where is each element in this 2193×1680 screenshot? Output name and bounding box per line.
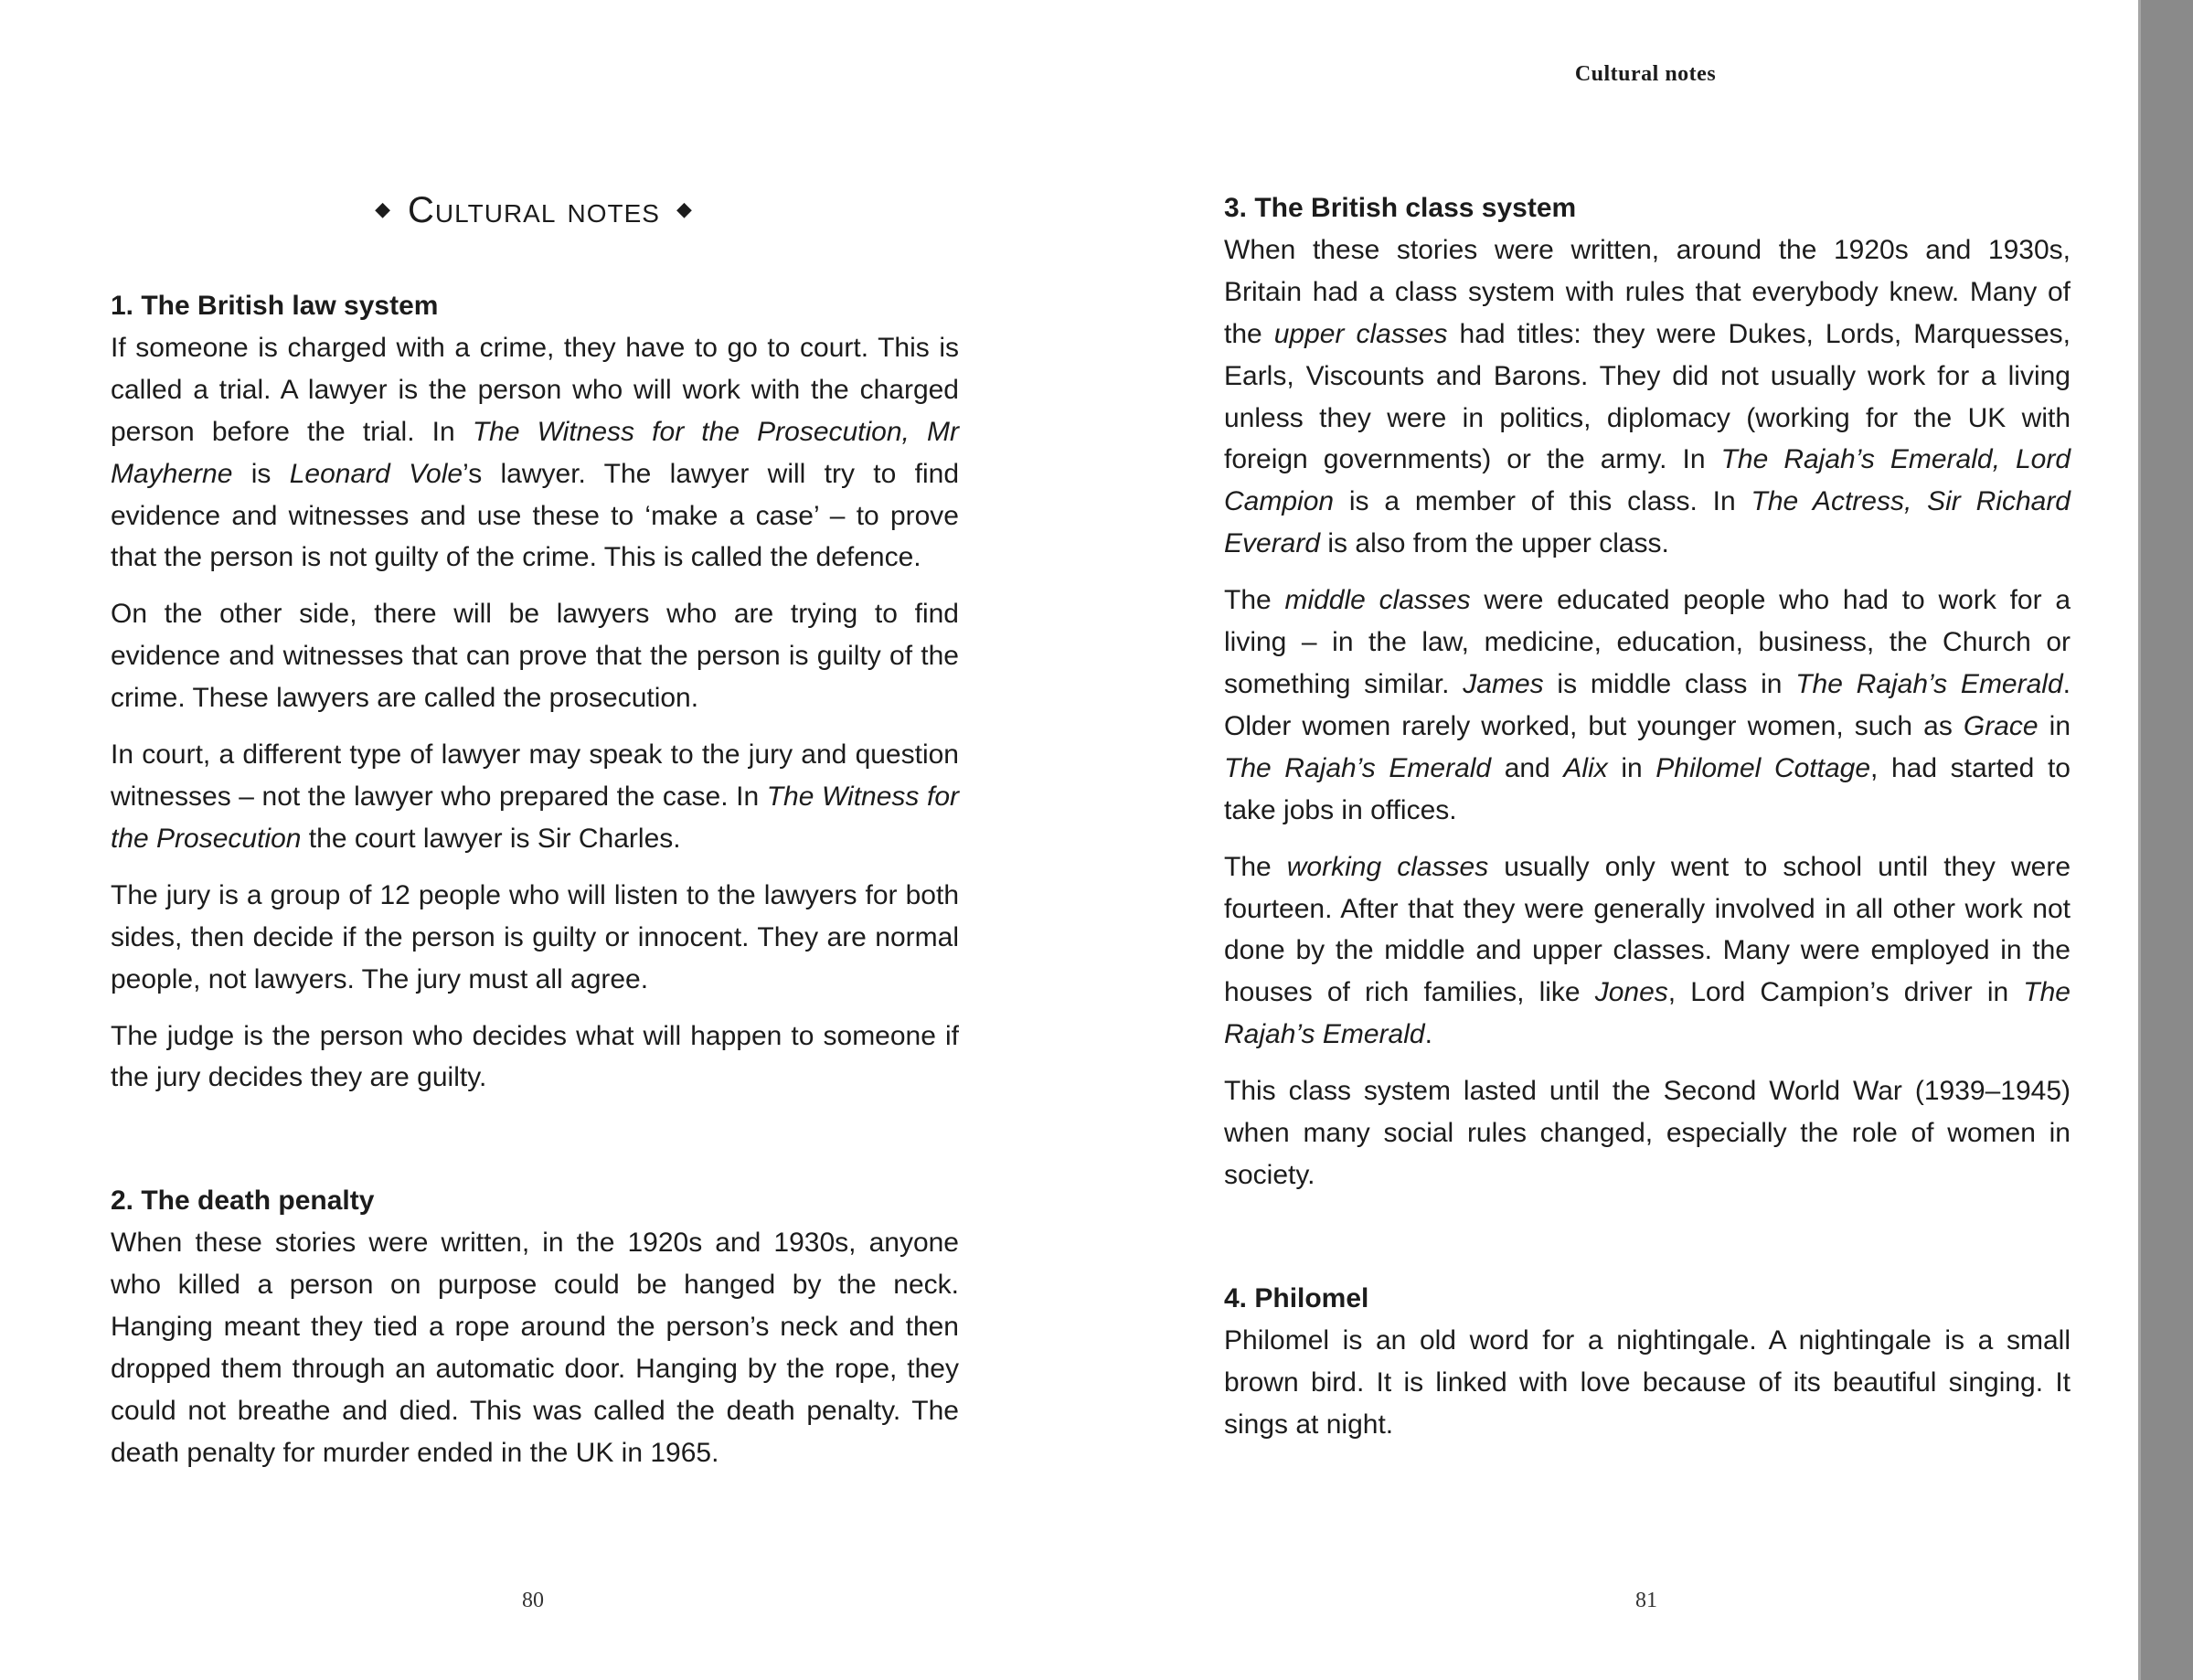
italic-term: The Witness for the Prosecution bbox=[111, 781, 959, 854]
right-page bbox=[1097, 0, 2138, 1680]
paragraph bbox=[1224, 579, 2071, 831]
text-run: Philomel is an old word for a nightingale. A nightingale is a small brown bird. It is linked with love because of its beautiful singing. It sings at night. bbox=[1224, 1324, 2071, 1440]
paragraph bbox=[111, 1015, 959, 1100]
left-text-column bbox=[111, 285, 959, 1474]
italic-term: Philomel Cottage bbox=[1655, 752, 1871, 783]
running-head: Cultural notes bbox=[1574, 62, 1717, 86]
italic-term: James bbox=[1463, 668, 1544, 699]
text-run: ’s lawyer. The lawyer will try to find evidence and witnesses and use these to ‘make a case’ – to prove that the person is not guilty of the crime. This is called the defence. bbox=[111, 458, 959, 573]
italic-term: The Witness for the Prosecution, Mr Mayherne bbox=[111, 416, 959, 489]
paragraph bbox=[1224, 229, 2071, 565]
text-run: is also from the upper class. bbox=[1320, 528, 1669, 559]
text-run: , had started to take jobs in offices. bbox=[1224, 752, 2071, 825]
note-section bbox=[111, 1180, 959, 1473]
text-run: were educated people who had to work for a living – in the law, medicine, education, business, the Church or something similar. bbox=[1224, 585, 2071, 699]
italic-term: middle classes bbox=[1284, 585, 1471, 616]
note-section bbox=[111, 285, 959, 1099]
page-number: 80 bbox=[522, 1589, 544, 1612]
paragraph bbox=[111, 1222, 959, 1473]
section-heading: 1. The British law system bbox=[111, 291, 439, 321]
note-section bbox=[1224, 1278, 2071, 1446]
text-run: When these stories were written, in the 1920s and 1930s, anyone who killed a person on purpose could be hanged by the neck. Hanging meant they tied a rope around the person’s neck and then dropped them through an automatic door. Hanging by the rope, they could not breathe and died. This was called the death penalty. The death penalty for murder ended in the UK in 1965. bbox=[111, 1228, 959, 1468]
text-run: in bbox=[1607, 752, 1656, 783]
text-run: usually only went to school until they were fourteen. After that they were generally involved in all other work not done by the middle and upper classes. Many were employed in the houses of rich families, like bbox=[1224, 851, 2071, 1008]
paragraph bbox=[1224, 846, 2071, 1057]
text-run: In court, a different type of lawyer may speak to the jury and question witnesses – not the lawyer who prepared the case. In bbox=[111, 739, 959, 812]
text-run: This class system lasted until the Second World War (1939–1945) when many social rules changed, especially the role of women in society. bbox=[1224, 1076, 2071, 1190]
text-run: The jury is a group of 12 people who will listen to the lawyers for both sides, then decide if the person is guilty or innocent. They are normal people, not lawyers. The jury must all agree. bbox=[111, 879, 959, 994]
chapter-title bbox=[110, 190, 958, 231]
text-run: When these stories were written, around the 1920s and 1930s, Britain had a class system with rules that everybody knew. Many of the bbox=[1224, 234, 2071, 349]
paragraph bbox=[111, 734, 959, 860]
section-heading: 3. The British class system bbox=[1224, 193, 1577, 223]
page-number: 81 bbox=[1635, 1589, 1657, 1612]
text-run: . bbox=[1424, 1019, 1432, 1050]
text-run: . Older women rarely worked, but younger women, such as bbox=[1224, 668, 2071, 741]
italic-term: The Actress, Sir Richard Everard bbox=[1224, 486, 2071, 559]
text-run: The bbox=[1224, 851, 1287, 882]
text-run: If someone is charged with a crime, they have to go to court. This is called a trial. A lawyer is the person who will work with the charged person before the trial. In bbox=[111, 332, 959, 447]
paragraph bbox=[1224, 1320, 2071, 1446]
section-heading: 2. The death penalty bbox=[111, 1186, 375, 1217]
right-text-column bbox=[1224, 187, 2071, 1445]
text-run: is bbox=[232, 458, 290, 489]
section-heading: 4. Philomel bbox=[1224, 1282, 1369, 1313]
italic-term: upper classes bbox=[1273, 318, 1448, 349]
text-run: had titles: they were Dukes, Lords, Marquesses, Earls, Viscounts and Barons. They did not usually work for a living unless they were in politics, diplomacy (working for the UK with foreign governments) or the army. In bbox=[1224, 318, 2071, 475]
diamond-ornament-icon: ◆ bbox=[375, 197, 392, 221]
paragraph bbox=[1224, 1070, 2071, 1196]
diamond-ornament-icon: ◆ bbox=[676, 197, 693, 221]
text-run: is a member of this class. In bbox=[1334, 486, 1751, 517]
text-run: On the other side, there will be lawyers who are trying to find evidence and witnesses that can prove that the person is guilty of the crime. These lawyers are called the prosecution. bbox=[111, 599, 959, 714]
italic-term: The Rajah’s Emerald bbox=[1224, 752, 1492, 783]
text-run: , Lord Campion’s driver in bbox=[1667, 977, 2024, 1008]
italic-term: Grace bbox=[1963, 710, 2039, 741]
paragraph bbox=[111, 593, 959, 719]
italic-term: The Rajah’s Emerald, Lord Campion bbox=[1224, 444, 2071, 517]
italic-term: Leonard Vole bbox=[289, 458, 463, 489]
italic-term: The Rajah’s Emerald bbox=[1224, 977, 2071, 1050]
chapter-title-text: Cultural notes bbox=[408, 190, 660, 230]
text-run: the court lawyer is Sir Charles. bbox=[301, 823, 681, 854]
paragraph bbox=[111, 327, 959, 579]
paragraph bbox=[111, 875, 959, 1001]
text-run: is middle class in bbox=[1543, 668, 1796, 699]
italic-term: working classes bbox=[1286, 851, 1489, 882]
text-run: The bbox=[1224, 585, 1285, 616]
page-edge-shadow bbox=[2138, 0, 2193, 1680]
text-run: in bbox=[2038, 710, 2071, 741]
italic-term: Jones bbox=[1594, 977, 1668, 1008]
italic-term: The Rajah’s Emerald bbox=[1795, 668, 2063, 699]
italic-term: Alix bbox=[1563, 752, 1608, 783]
text-run: The judge is the person who decides what will happen to someone if the jury decides they are guilty. bbox=[111, 1020, 959, 1093]
text-run: and bbox=[1491, 752, 1564, 783]
note-section bbox=[1224, 187, 2071, 1196]
